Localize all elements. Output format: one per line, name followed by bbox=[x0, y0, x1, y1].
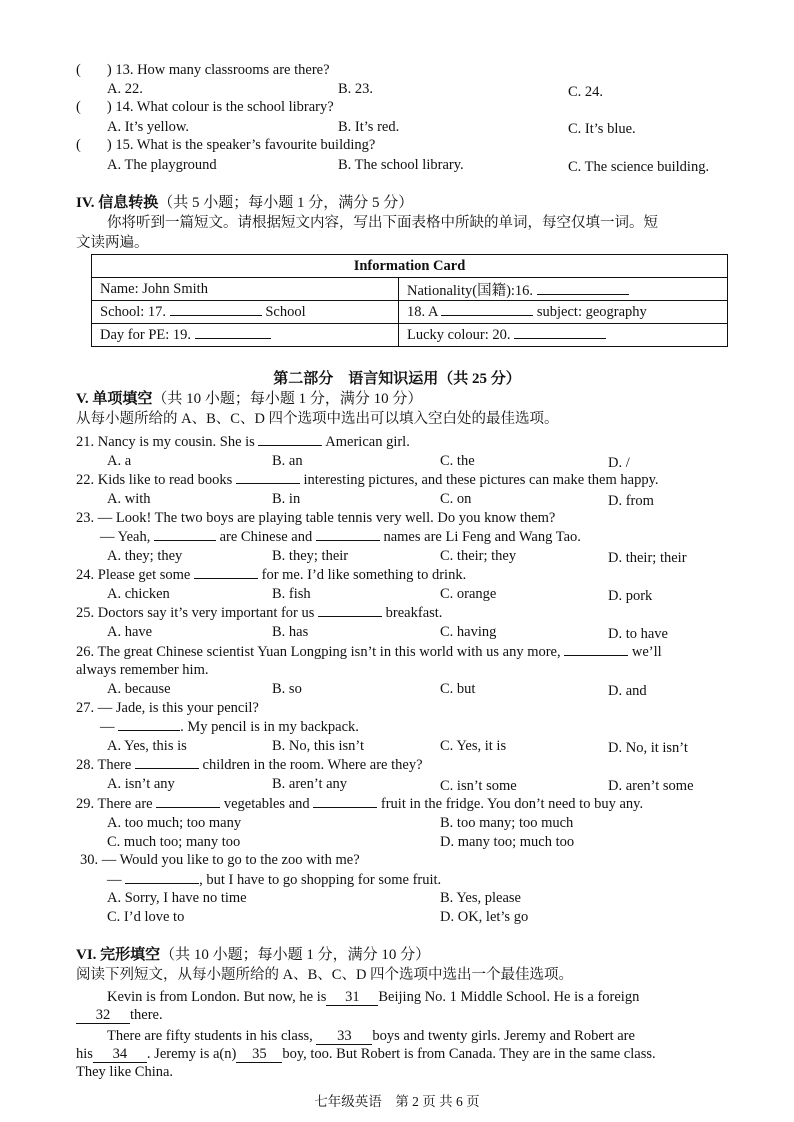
section-5-heading: V. 单项填空（共 10 小题；每小题 1 分，满分 10 分） bbox=[76, 391, 423, 407]
q21-option-a: A. a bbox=[107, 453, 132, 469]
card-nationality-cell: Nationality(国籍):16. bbox=[399, 278, 728, 301]
q25-option-b: B. has bbox=[272, 624, 309, 640]
q13-option-b: B. 23. bbox=[338, 81, 374, 97]
card-school-cell: School: 17. School bbox=[92, 301, 399, 324]
section-6-instructions: 阅读下列短文，从每小题所给的 A、B、C、D 四个选项中选出一个最佳选项。 bbox=[76, 967, 574, 983]
q29-stem: 29. There are vegetables and fruit in the fridge. You don’t need to buy any. bbox=[76, 796, 644, 812]
answer-blank-25[interactable] bbox=[318, 604, 382, 617]
answer-blank-18[interactable] bbox=[441, 303, 533, 316]
q27-option-c: C. Yes, it is bbox=[440, 738, 507, 754]
cloze-blank-31[interactable]: 31 bbox=[326, 990, 378, 1006]
section-6-heading: VI. 完形填空（共 10 小题；每小题 1 分，满分 10 分） bbox=[76, 947, 431, 963]
q23-option-c: C. their; they bbox=[440, 548, 517, 564]
q23-option-d: D. their; their bbox=[608, 550, 687, 566]
card-subject-cell: 18. A subject: geography bbox=[399, 301, 728, 324]
q28-option-b: B. aren’t any bbox=[272, 776, 348, 792]
q24-option-a: A. chicken bbox=[107, 586, 170, 602]
q25-option-c: C. having bbox=[440, 624, 497, 640]
q26-option-d: D. and bbox=[608, 683, 647, 699]
q21-stem: 21. Nancy is my cousin. She is American girl. bbox=[76, 434, 410, 450]
q27-option-a: A. Yes, this is bbox=[107, 738, 187, 754]
cloze-line-5: They like China. bbox=[76, 1064, 174, 1080]
q14-option-c: C. It’s blue. bbox=[568, 121, 636, 137]
q27-reply: — . My pencil is in my backpack. bbox=[100, 719, 359, 735]
q30-option-c: C. I’d love to bbox=[107, 909, 185, 925]
card-lucky-colour-cell: Lucky colour: 20. bbox=[399, 324, 728, 347]
cloze-line-4: his 34 . Jeremy is a(n) 35 boy, too. But Robert is from Canada. They are in the same class. bbox=[76, 1046, 656, 1062]
q15-stem: ( ) 15. What is the speaker’s favourite building? bbox=[76, 137, 376, 153]
q28-option-a: A. isn’t any bbox=[107, 776, 175, 792]
answer-blank-21[interactable] bbox=[258, 433, 322, 446]
q21-option-d: D. / bbox=[608, 455, 630, 471]
q26-option-b: B. so bbox=[272, 681, 302, 697]
q13-stem: ( ) 13. How many classrooms are there? bbox=[76, 62, 330, 78]
q22-option-a: A. with bbox=[107, 491, 151, 507]
section-4-instructions-cont: 文读两遍。 bbox=[76, 235, 149, 251]
q28-option-c: C. isn’t some bbox=[440, 778, 517, 794]
answer-blank-27[interactable] bbox=[118, 718, 180, 731]
q28-option-d: D. aren’t some bbox=[608, 778, 694, 794]
section-5-instructions: 从每小题所给的 A、B、C、D 四个选项中选出可以填入空白处的最佳选项。 bbox=[76, 411, 559, 427]
q15-option-a: A. The playground bbox=[107, 157, 217, 173]
card-pe-day-cell: Day for PE: 19. bbox=[92, 324, 399, 347]
q26-stem: 26. The great Chinese scientist Yuan Longping isn’t in this world with us any more, we’ll bbox=[76, 644, 662, 660]
information-card-header: Information Card bbox=[92, 255, 728, 278]
q22-option-d: D. from bbox=[608, 493, 654, 509]
q14-option-b: B. It’s red. bbox=[338, 119, 400, 135]
part-2-title: 第二部分 语言知识运用（共 25 分） bbox=[273, 371, 521, 387]
answer-blank-24[interactable] bbox=[194, 566, 258, 579]
cloze-blank-35[interactable]: 35 bbox=[236, 1047, 282, 1063]
q22-option-c: C. on bbox=[440, 491, 472, 507]
q14-option-a: A. It’s yellow. bbox=[107, 119, 190, 135]
q13-option-a: A. 22. bbox=[107, 81, 143, 97]
q22-stem: 22. Kids like to read books interesting pictures, and these pictures can make them happy. bbox=[76, 472, 659, 488]
answer-blank-22[interactable] bbox=[236, 471, 300, 484]
answer-blank-30[interactable] bbox=[125, 871, 199, 884]
section-4-heading: IV. 信息转换（共 5 小题；每小题 1 分，满分 5 分） bbox=[76, 195, 414, 211]
q25-option-a: A. have bbox=[107, 624, 153, 640]
q15-option-b: B. The school library. bbox=[338, 157, 464, 173]
q21-option-c: C. the bbox=[440, 453, 475, 469]
answer-blank-29a[interactable] bbox=[156, 795, 220, 808]
cloze-line-2: 32 there. bbox=[76, 1006, 163, 1024]
cloze-blank-32[interactable]: 32 bbox=[76, 1008, 130, 1024]
q30-reply: — , but I have to go shopping for some fruit. bbox=[107, 872, 442, 888]
q30-option-a: A. Sorry, I have no time bbox=[107, 890, 247, 906]
q21-option-b: B. an bbox=[272, 453, 303, 469]
q27-option-b: B. No, this isn’t bbox=[272, 738, 364, 754]
answer-blank-26[interactable] bbox=[564, 643, 628, 656]
q24-option-b: B. fish bbox=[272, 586, 311, 602]
q29-option-d: D. many too; much too bbox=[440, 834, 575, 850]
answer-blank-17[interactable] bbox=[170, 303, 262, 316]
answer-blank-28[interactable] bbox=[135, 756, 199, 769]
q15-option-c: C. The science building. bbox=[568, 159, 710, 175]
card-name-cell: Name: John Smith bbox=[92, 278, 399, 301]
q14-stem: ( ) 14. What colour is the school library? bbox=[76, 99, 334, 115]
q30-stem: 30. — Would you like to go to the zoo with me? bbox=[80, 852, 360, 868]
q28-stem: 28. There children in the room. Where are they? bbox=[76, 757, 423, 773]
q24-option-c: C. orange bbox=[440, 586, 497, 602]
answer-blank-23a[interactable] bbox=[154, 528, 216, 541]
q29-option-c: C. much too; many too bbox=[107, 834, 241, 850]
cloze-line-3: There are fifty students in his class, 33 boys and twenty girls. Jeremy and Robert are bbox=[107, 1028, 635, 1044]
information-card-table bbox=[91, 254, 728, 347]
q25-stem: 25. Doctors say it’s very important for us breakfast. bbox=[76, 605, 443, 621]
q24-stem: 24. Please get some for me. I’d like something to drink. bbox=[76, 567, 467, 583]
q26-option-c: C. but bbox=[440, 681, 476, 697]
page-footer: 七年级英语 第 2 页 共 6 页 bbox=[314, 1094, 480, 1109]
answer-blank-20[interactable] bbox=[514, 326, 606, 339]
q26-stem-cont: always remember him. bbox=[76, 662, 209, 678]
q26-option-a: A. because bbox=[107, 681, 171, 697]
cloze-blank-34[interactable]: 34 bbox=[93, 1047, 147, 1063]
q29-option-a: A. too much; too many bbox=[107, 815, 242, 831]
q27-stem: 27. — Jade, is this your pencil? bbox=[76, 700, 259, 716]
answer-blank-23b[interactable] bbox=[316, 528, 380, 541]
q22-option-b: B. in bbox=[272, 491, 301, 507]
q23-option-b: B. they; their bbox=[272, 548, 349, 564]
cloze-line-1: Kevin is from London. But now, he is 31 Beijing No. 1 Middle School. He is a foreign bbox=[107, 989, 640, 1005]
q25-option-d: D. to have bbox=[608, 626, 668, 642]
q27-option-d: D. No, it isn’t bbox=[608, 740, 688, 756]
q13-option-c: C. 24. bbox=[568, 84, 604, 100]
q30-option-b: B. Yes, please bbox=[440, 890, 521, 906]
q23-option-a: A. they; they bbox=[107, 548, 183, 564]
answer-blank-16[interactable] bbox=[537, 282, 629, 295]
q24-option-d: D. pork bbox=[608, 588, 653, 604]
section-4-instructions: 你将听到一篇短文。请根据短文内容，写出下面表格中所缺的单词，每空仅填一词。短 bbox=[107, 215, 658, 231]
q23-stem: 23. — Look! The two boys are playing table tennis very well. Do you know them? bbox=[76, 510, 556, 526]
answer-blank-19[interactable] bbox=[195, 326, 271, 339]
q30-option-d: D. OK, let’s go bbox=[440, 909, 529, 925]
cloze-blank-33[interactable]: 33 bbox=[316, 1029, 372, 1045]
q23-reply: — Yeah, are Chinese and names are Li Feng and Wang Tao. bbox=[100, 529, 581, 545]
q29-option-b: B. too many; too much bbox=[440, 815, 574, 831]
answer-blank-29b[interactable] bbox=[313, 795, 377, 808]
